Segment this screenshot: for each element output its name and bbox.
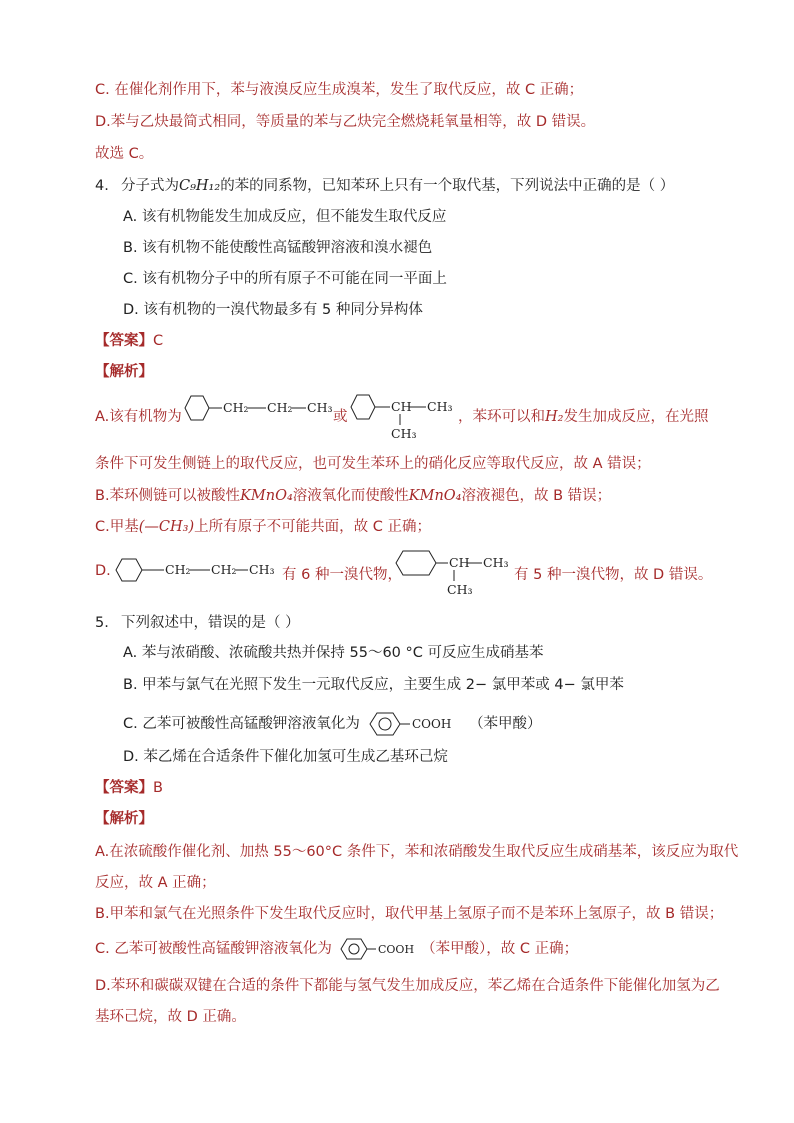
q4-analysis-a-suffix: ，苯环可以和H₂发生加成反应，在光照 — [458, 409, 709, 425]
benzoic-acid-structure — [364, 709, 464, 739]
q4-formula: C₉H₁₂ — [179, 178, 221, 194]
propylbenzene-structure — [178, 388, 333, 428]
q4-analysis-d-text2: 有 5 种一溴代物，故 D 错误。 — [514, 567, 713, 583]
q4-analysis-label: 【解析】 — [95, 364, 153, 380]
svg-text:CH₃: CH₃ — [249, 562, 275, 577]
svg-text:CH₃: CH₃ — [427, 399, 453, 414]
q5-analysis-b: B.甲苯和氯气在光照条件下发生取代反应时，取代甲基上氢原子而不是苯环上氢原子，故 B 错误； — [95, 906, 724, 922]
q5-analysis-d-line1: D.苯环和碳碳双键在合适的条件下都能与氢气发生加成反应，苯乙烯在合适条件下能催化加氢为乙 — [95, 978, 720, 994]
q5-option-a: A. 苯与浓硝酸、浓硫酸共热并保持 55～60 °C 可反应生成硝基苯 — [123, 645, 544, 661]
q5-option-d: D. 苯乙烯在合适条件下催化加氢可生成乙基环己烷 — [123, 749, 448, 765]
q4-analysis-b: B.苯环侧链可以被酸性KMnO₄溶液氧化而使酸性KMnO₄溶液褪色，故 B 错误； — [95, 488, 612, 504]
q5-analysis-a-line2: 反应，故 A 正确； — [95, 875, 216, 891]
q4-analysis-c: C.甲基(—CH₃)上所有原子不可能共面，故 C 正确； — [95, 519, 431, 535]
q5-stem: 5. 下列叙述中，错误的是（ ） — [95, 615, 300, 631]
svg-text:COOH: COOH — [378, 943, 415, 956]
q5-answer: 【答案】B — [95, 780, 163, 796]
q4-option-b: B. 该有机物不能使酸性高锰酸钾溶液和溴水褪色 — [123, 240, 433, 256]
svg-text:CH₂: CH₂ — [223, 400, 249, 415]
q4-stem: 4. 分子式为C₉H₁₂的苯的同系物，已知苯环上只有一个取代基，下列说法中正确的是（ ） — [95, 178, 675, 194]
propylbenzene-structure-d — [108, 552, 280, 592]
q5-number: 5. — [95, 615, 109, 631]
q4-option-a: A. 该有机物能发生加成反应，但不能发生取代反应 — [123, 209, 447, 225]
svg-text:CH: CH — [449, 555, 470, 570]
svg-text:CH: CH — [391, 399, 412, 414]
q5-analysis-label: 【解析】 — [95, 811, 153, 827]
isopropylbenzene-structure-d — [392, 543, 514, 601]
q4-option-d: D. 该有机物的一溴代物最多有 5 种同分异构体 — [123, 302, 423, 318]
isopropylbenzene-structure — [346, 385, 458, 443]
conclusion-line: 故选 C。 — [95, 146, 154, 162]
explanation-line-c: C. 在催化剂作用下，苯与液溴反应生成溴苯，发生了取代反应，故 C 正确； — [95, 82, 584, 98]
q5-analysis-a-line1: A.在浓硫酸作催化剂、加热 55～60°C 条件下，苯和浓硝酸发生取代反应生成硝基苯，该反应为取代 — [95, 844, 739, 860]
q5-analysis-c: C. 乙苯可被酸性高锰酸钾溶液氧化为 COOH （苯甲酸），故 C 正确； — [95, 936, 578, 962]
benzoic-acid-structure-analysis — [336, 936, 416, 962]
q4-number: 4. — [95, 178, 109, 194]
svg-text:COOH: COOH — [412, 717, 452, 731]
q5-option-b: B. 甲苯与氯气在光照下发生一元取代反应，主要生成 2− 氯甲苯或 4− 氯甲苯 — [123, 677, 624, 693]
q4-analysis-or: 或 — [333, 409, 348, 425]
svg-text:CH₂: CH₂ — [165, 562, 191, 577]
q4-analysis-a-prefix: A.该有机物为 — [95, 409, 182, 425]
q4-analysis-d-text1: 有 6 种一溴代物， — [282, 567, 402, 583]
q4-answer: 【答案】C — [95, 333, 164, 349]
svg-text:CH₃: CH₃ — [447, 582, 473, 597]
explanation-line-d: D.苯与乙炔最简式相同，等质量的苯与乙炔完全燃烧耗氧量相等，故 D 错误。 — [95, 114, 596, 130]
svg-text:CH₂: CH₂ — [211, 562, 237, 577]
q4-analysis-a-line2: 条件下可发生侧链上的取代反应，也可发生苯环上的硝化反应等取代反应，故 A 错误； — [95, 456, 651, 472]
q4-option-c: C. 该有机物分子中的所有原子不可能在同一平面上 — [123, 271, 447, 287]
q4-analysis-d-prefix: D. — [95, 563, 111, 579]
q5-option-c: C. 乙苯可被酸性高锰酸钾溶液氧化为 COOH （苯甲酸） — [123, 709, 542, 739]
svg-text:CH₂: CH₂ — [267, 400, 293, 415]
svg-text:CH₃: CH₃ — [483, 555, 509, 570]
q5-analysis-d-line2: 基环己烷，故 D 正确。 — [95, 1009, 246, 1025]
svg-text:CH₃: CH₃ — [307, 400, 333, 415]
svg-text:CH₃: CH₃ — [391, 426, 417, 441]
